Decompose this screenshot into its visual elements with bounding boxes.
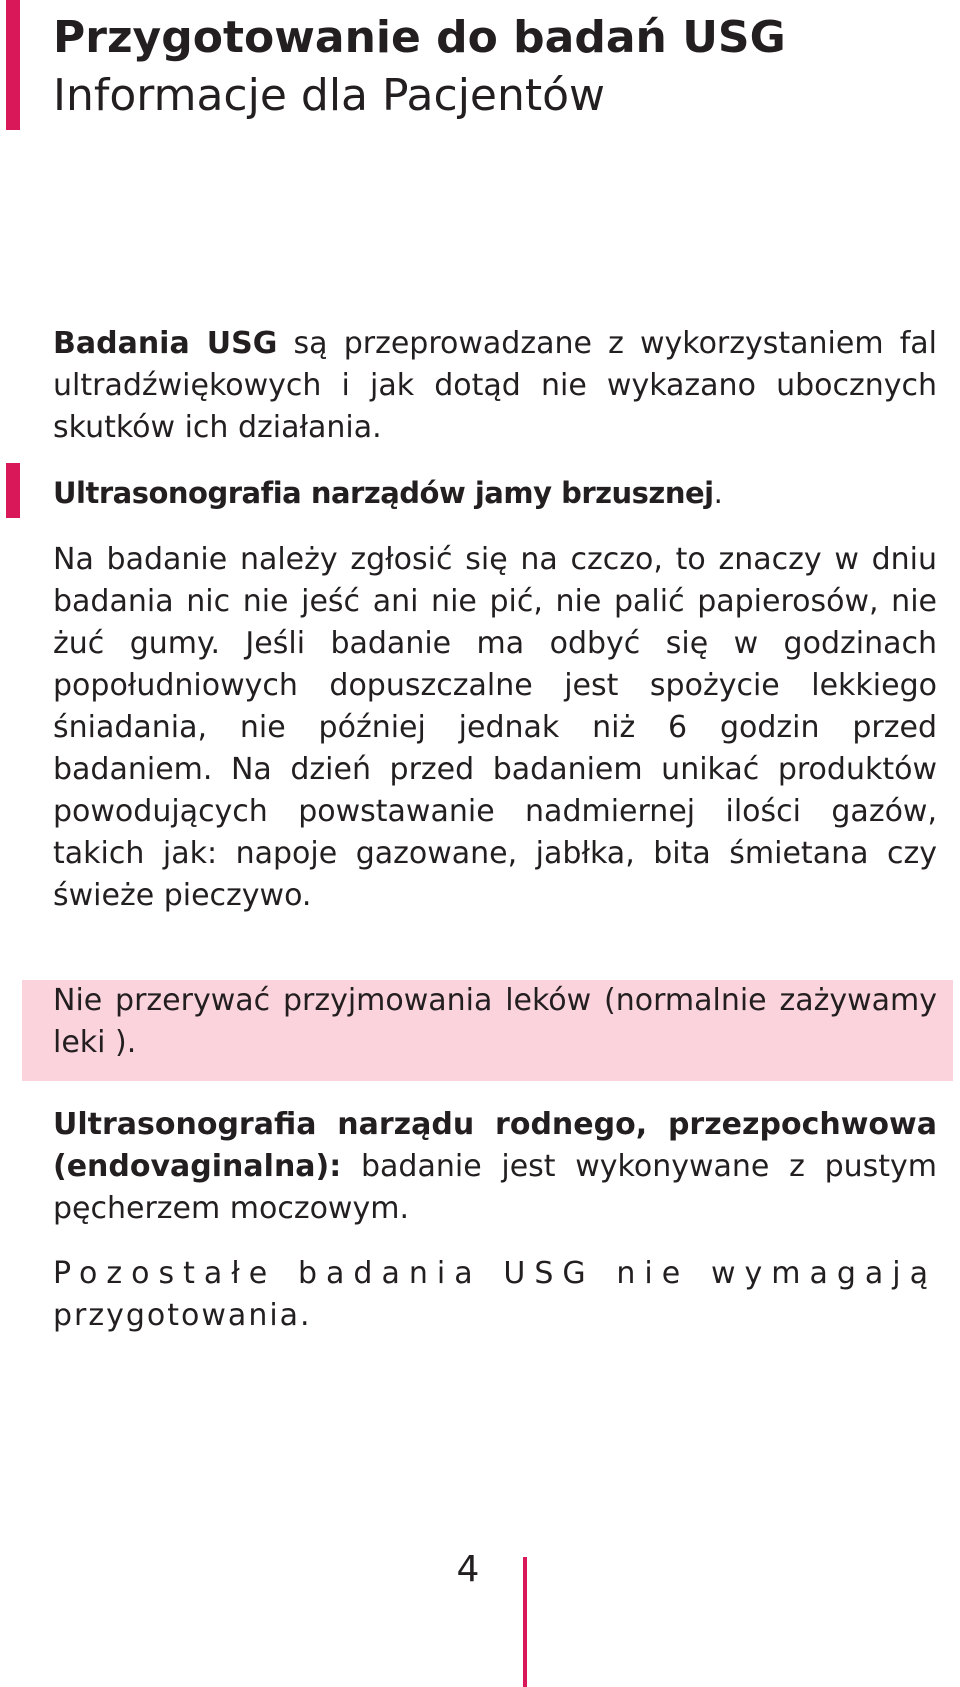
page-subtitle: Informacje dla Pacjentów (53, 70, 606, 121)
section-accent-bar (6, 463, 20, 518)
gynecology-paragraph (53, 1104, 937, 1230)
intro-text: są przeprowadzane z wykorzystaniem fal ultradźwiękowych i jak dotąd nie wykazano ubocznych skutków ich działania. (53, 326, 938, 445)
other-exams-paragraph (53, 1253, 937, 1337)
page-title: Przygotowanie do badań USG (53, 12, 786, 63)
footer-accent-bar (523, 1557, 527, 1687)
title-accent-bar (6, 0, 20, 130)
other-exams-spaced-text: Pozostałe badania USG nie wymagają (53, 1256, 937, 1291)
abdomen-instructions: Na badanie należy zgłosić się na czczo, to znaczy w dniu badania nic nie jeść ani nie pić, nie palić papierosów, nie żuć gumy. Jeśli badanie ma odbyć się w godzinach popołudniowych dopuszczalne jest spożycie lekkiego śniadania, nie później jednak niż 6 godzin przed badaniem. Na dzień przed badaniem unikać produktów powodujących powstawanie nadmiernej ilości gazów, takich jak: napoje gazowane, jabłka, bita śmietana czy świeże pieczywo. (53, 542, 937, 913)
abdomen-heading (53, 472, 937, 514)
gynecology-bold-term: Ultrasonografia narządu rodnego, przezpochwowa (endovaginalna): (53, 1107, 937, 1184)
intro-bold-term: Badania USG (53, 326, 278, 361)
abdomen-heading-text: Ultrasonografia narządów jamy brzusznej (53, 476, 714, 510)
abdomen-heading-suffix: . (713, 476, 723, 510)
page-number: 4 (456, 1549, 480, 1590)
other-exams-text: przygotowania. (53, 1298, 312, 1333)
intro-paragraph (53, 323, 937, 449)
medication-note: Nie przerywać przyjmowania leków (normalnie zażywamy leki ). (53, 983, 937, 1060)
gynecology-text: badanie jest wykonywane z pustym pęcherzem moczowym. (53, 1149, 937, 1226)
